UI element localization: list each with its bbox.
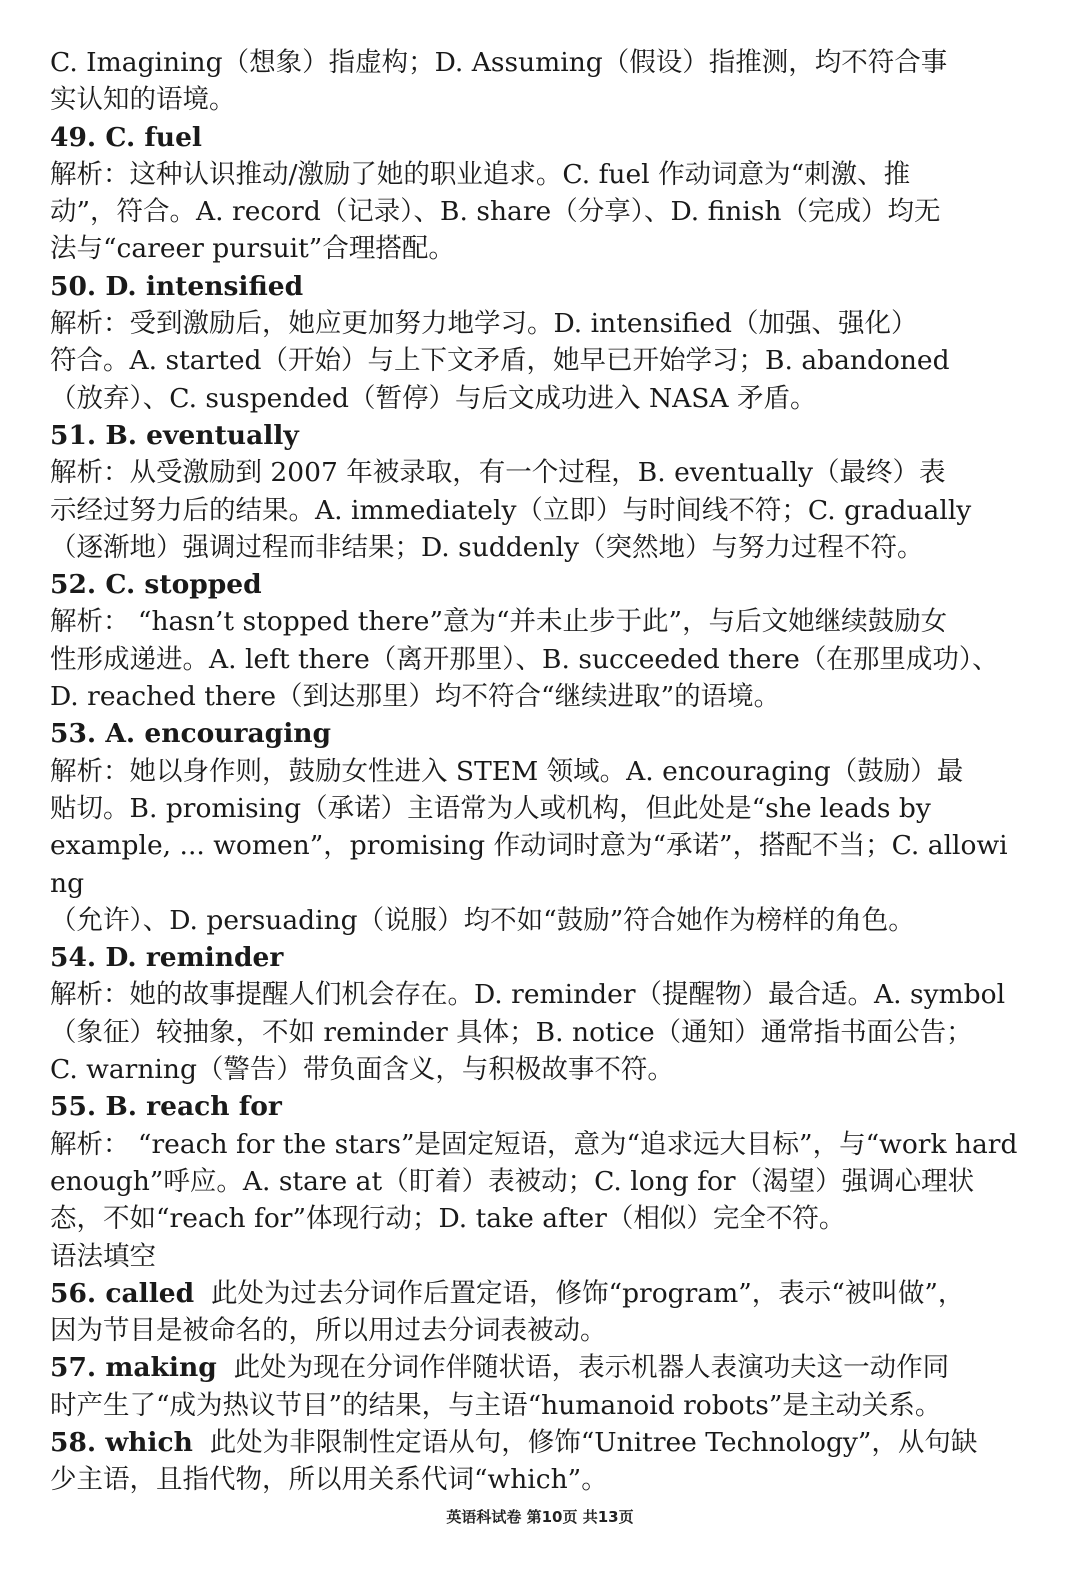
answer-block bbox=[50, 44, 1022, 119]
text-line: 此处为非限制性定语从句，修饰“Unitree Technology”，从句缺 bbox=[209, 1426, 978, 1458]
text-line: 解析：她的故事提醒人们机会存在。D. reminder（提醒物）最合适。A. symbol bbox=[50, 979, 1006, 1011]
text-line: 示经过努力后的结果。A. immediately（立即）与时间线不符；C. gradually bbox=[50, 494, 972, 526]
answer-block bbox=[50, 1424, 1022, 1499]
page-footer: 英语科试卷 第10页 共13页 bbox=[446, 1508, 634, 1526]
answer-block bbox=[50, 1349, 1022, 1424]
answer-heading: 53. A. encouraging bbox=[50, 718, 332, 750]
text-line: 解析：受到激励后，她应更加努力地学习。D. intensified（加强、强化） bbox=[50, 308, 918, 340]
text-line: enough”呼应。A. stare at（盯着）表被动；C. long for（渴望）强调心理状 bbox=[50, 1165, 975, 1197]
text-line: 此处为现在分词作伴随状语，表示机器人表演功夫这一动作同 bbox=[233, 1352, 950, 1384]
text-line: 解析： “reach for the stars”是固定短语，意为“追求远大目标”，与“work hard bbox=[50, 1128, 1018, 1160]
text-line: 解析： “hasn’t stopped there”意为“并未止步于此”，与后文她继续鼓励女 bbox=[50, 606, 948, 638]
answer-heading: 52. C. stopped bbox=[50, 569, 262, 601]
answer-block bbox=[50, 1088, 1022, 1237]
answer-block bbox=[50, 119, 1022, 268]
answer-heading: 49. C. fuel bbox=[50, 121, 202, 153]
section-heading bbox=[50, 1238, 1022, 1275]
text-line: （放弃）、C. suspended（暂停）与后文成功进入 NASA 矛盾。 bbox=[50, 382, 817, 414]
text-line: （象征）较抽象，不如 reminder 具体；B. notice（通知）通常指书面公告； bbox=[50, 1016, 973, 1048]
answer-heading: 56. called bbox=[50, 1277, 195, 1309]
text-line: 实认知的语境。 bbox=[50, 84, 236, 116]
page-content bbox=[50, 44, 1022, 1499]
text-line: 解析：这种认识推动/激励了她的职业追求。C. fuel 作动词意为“刺激、推 bbox=[50, 158, 911, 190]
text-line: 态，不如“reach for”体现行动；D. take after（相似）完全不符。 bbox=[50, 1203, 846, 1235]
answer-block bbox=[50, 268, 1022, 417]
text-line: D. reached there（到达那里）均不符合“继续进取”的语境。 bbox=[50, 681, 781, 713]
answer-heading: 55. B. reach for bbox=[50, 1091, 282, 1123]
text-line: example, ... women”，promising 作动词时意为“承诺”，搭配不当；C. allowing bbox=[50, 830, 1008, 899]
section-title: 语法填空 bbox=[50, 1240, 156, 1272]
text-line: 动”，符合。A. record（记录）、B. share（分享）、D. finish（完成）均无 bbox=[50, 196, 941, 228]
text-line: 因为节目是被命名的，所以用过去分词表被动。 bbox=[50, 1315, 607, 1347]
text-line: 符合。A. started（开始）与上下文矛盾，她早已开始学习；B. abandoned bbox=[50, 345, 950, 377]
answer-block bbox=[50, 939, 1022, 1088]
answer-block bbox=[50, 1275, 1022, 1350]
text-line: 解析：她以身作则，鼓励女性进入 STEM 领域。A. encouraging（鼓励）最 bbox=[50, 755, 964, 787]
text-line: 少主语，且指代物，所以用关系代词“which”。 bbox=[50, 1464, 608, 1496]
answer-block bbox=[50, 417, 1022, 566]
answer-block bbox=[50, 715, 1022, 939]
text-line: 此处为过去分词作后置定语，修饰“program”，表示“被叫做”， bbox=[211, 1277, 965, 1309]
text-line: 解析：从受激励到 2007 年被录取，有一个过程，B. eventually（最终）表 bbox=[50, 457, 946, 489]
text-line: （逐渐地）强调过程而非结果；D. suddenly（突然地）与努力过程不符。 bbox=[50, 531, 924, 563]
answer-block bbox=[50, 566, 1022, 715]
text-line: C. Imagining（想象）指虚构；D. Assuming（假设）指推测，均不符合事 bbox=[50, 47, 948, 78]
answer-heading: 54. D. reminder bbox=[50, 942, 284, 974]
text-line: C. warning（警告）带负面含义，与积极故事不符。 bbox=[50, 1054, 674, 1086]
text-line: 法与“career pursuit”合理搭配。 bbox=[50, 233, 455, 265]
answer-heading: 58. which bbox=[50, 1426, 193, 1458]
answer-heading: 50. D. intensified bbox=[50, 270, 304, 302]
text-line: 贴切。B. promising（承诺）主语常为人或机构，但此处是“she leads by bbox=[50, 792, 931, 824]
text-line: （允许）、D. persuading（说服）均不如“鼓励”符合她作为榜样的角色。 bbox=[50, 904, 915, 936]
text-line: 性形成递进。A. left there（离开那里）、B. succeeded there（在那里成功）、 bbox=[50, 643, 999, 675]
text-line: 时产生了“成为热议节目”的结果，与主语“humanoid robots”是主动关系。 bbox=[50, 1389, 942, 1421]
answer-heading: 51. B. eventually bbox=[50, 419, 299, 451]
answer-heading: 57. making bbox=[50, 1352, 217, 1384]
